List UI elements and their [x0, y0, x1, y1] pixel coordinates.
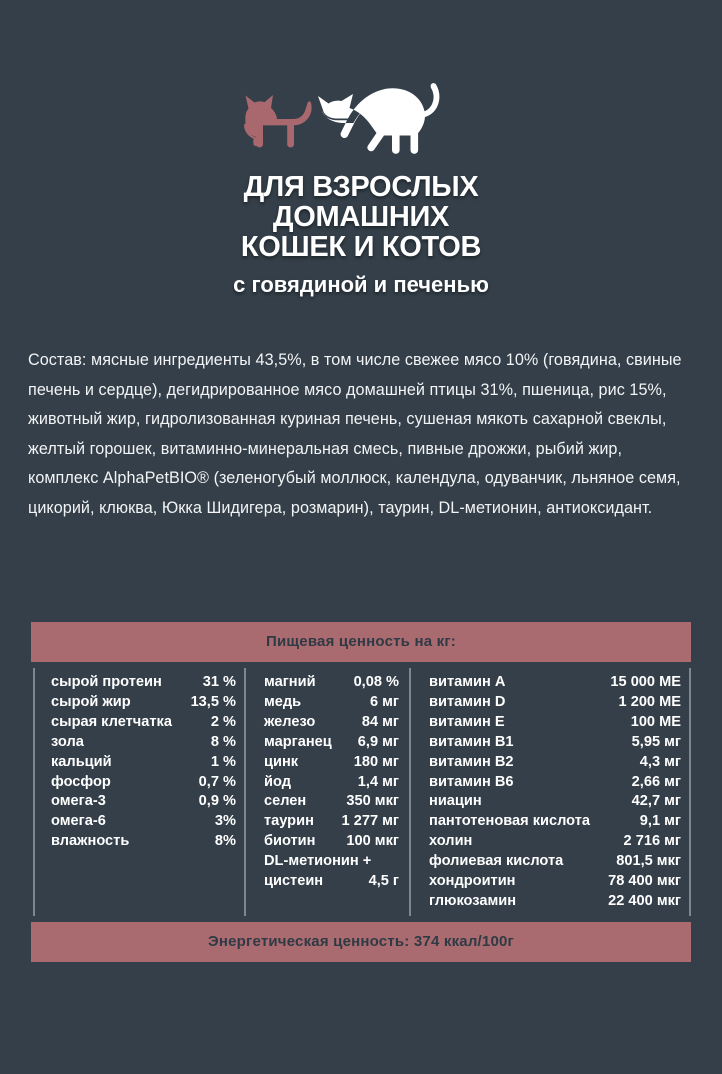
nutrient-value: 801,5 мкг: [616, 853, 681, 870]
nutrient-value: 13,5 %: [190, 693, 236, 710]
nutrient-value: 0,7 %: [198, 773, 236, 790]
nutrient-value: 180 мг: [353, 753, 399, 770]
nutrient-label: кальций: [51, 753, 112, 770]
nutrition-column-1: [31, 673, 244, 852]
nutrient-value: 8 %: [210, 733, 236, 750]
nutrient-value: 84 мг: [361, 713, 399, 730]
nutrient-label: омега-3: [51, 793, 106, 810]
table-divider-1: [244, 668, 246, 916]
nutrient-value: 22 400 мкг: [608, 892, 681, 909]
nutrition-row: [429, 792, 681, 812]
nutrition-panel: [31, 622, 691, 962]
nutrition-row: [429, 892, 681, 912]
nutrition-row: [429, 852, 681, 872]
nutrient-value: 31 %: [202, 674, 236, 690]
nutrient-label: холин: [429, 833, 473, 850]
nutrient-value: 1 277 мг: [341, 813, 399, 830]
nutrient-value: 8%: [214, 833, 236, 850]
title-line-1: ДЛЯ ВЗРОСЛЫХ: [243, 171, 479, 203]
nutrient-label: витамин A: [429, 674, 506, 690]
nutrition-row: [51, 792, 236, 812]
nutrition-row: [429, 673, 681, 693]
nutrition-row: [264, 693, 399, 713]
nutrient-value: 6 мг: [369, 693, 399, 710]
nutrition-row: [264, 733, 399, 753]
nutrient-value: 2,66 мг: [631, 773, 681, 790]
nutrient-label: витамин B1: [429, 733, 514, 750]
nutrient-label: фосфор: [51, 773, 111, 790]
nutrient-value: 100 МЕ: [630, 713, 681, 730]
nutrition-row: [264, 872, 399, 892]
nutrient-label: ниацин: [429, 793, 482, 810]
nutrient-label: пантотеновая кислота: [429, 813, 590, 830]
nutrient-label: витамин E: [429, 713, 505, 730]
cat-silhouette-icon: [314, 64, 454, 160]
nutrition-row: [429, 713, 681, 733]
nutrition-row: [429, 733, 681, 753]
nutrient-label: биотин: [264, 833, 316, 850]
nutrient-label: таурин: [264, 813, 314, 830]
nutrient-value: 6,9 мг: [357, 733, 399, 750]
nutrient-value: 4,3 мг: [639, 753, 681, 770]
nutrient-label: сырой протеин: [51, 674, 162, 690]
nutrient-value: 42,7 мг: [631, 793, 681, 810]
nutrient-label: витамин B2: [429, 753, 514, 770]
nutrition-column-2: [244, 673, 409, 892]
nutrition-row: [429, 872, 681, 892]
nutrient-value: 15 000 МЕ: [610, 674, 681, 690]
nutrient-value: 1 %: [210, 753, 236, 770]
nutrient-label: глюкозамин: [429, 892, 517, 909]
nutrient-value: 2 716 мг: [623, 833, 681, 850]
nutrition-row: [51, 832, 236, 852]
nutrition-row: [429, 832, 681, 852]
nutrition-row: [264, 832, 399, 852]
nutrient-label: влажность: [51, 833, 130, 850]
nutrition-header-bar: Пищевая ценность на кг:: [31, 622, 691, 662]
nutrient-label: марганец: [264, 733, 332, 750]
nutrient-label: витамин B6: [429, 773, 514, 790]
nutrient-label: омега-6: [51, 813, 106, 830]
nutrient-label: железо: [264, 713, 316, 730]
nutrient-value: 9,1 мг: [639, 813, 681, 830]
nutrient-value: 4,5 г: [368, 873, 399, 890]
nutrition-row: [429, 812, 681, 832]
page-subtitle: с говядиной и печенью: [233, 272, 489, 297]
nutrient-label: медь: [264, 693, 302, 710]
nutrition-row: [51, 733, 236, 753]
cat-illustration-group: [236, 58, 486, 158]
nutrition-row: [51, 773, 236, 793]
nutrition-row: [429, 773, 681, 793]
composition-text: Состав: мясные ингредиенты 43,5%, в том числе свежее мясо 10% (говядина, свиные печень и сердце), дегидрированное мясо домашней птицы 31%, пшеница, рис 15%, животный жир, гидролизованная куриная печень, сушеная мякоть сахарной свеклы, желтый горошек, витаминно-минеральная смесь, пивные дрожжи, рыбий жир, комплекс AlphaPetBIO® (зеленогубый моллюск, календула, одуванчик, льняное семя, цикорий, клюква, Юкка Шидигера, розмарин), таурин, DL-метионин, антиоксидант.: [28, 351, 682, 517]
nutrient-value: 1 200 МЕ: [618, 693, 681, 710]
nutrient-label: магний: [264, 674, 316, 690]
nutrition-row: [264, 852, 399, 872]
table-divider-2: [409, 668, 411, 916]
nutrient-label: цинк: [264, 753, 299, 770]
nutrient-value: 1,4 мг: [357, 773, 399, 790]
nutrient-label: цистеин: [264, 873, 324, 890]
table-divider-right: [689, 668, 691, 916]
nutrition-row: [264, 673, 399, 693]
hero-section: [0, 0, 722, 298]
nutrient-value: 3%: [214, 813, 236, 830]
nutrition-table: [31, 662, 691, 922]
nutrient-value: 350 мкг: [346, 793, 399, 810]
nutrition-row: [429, 693, 681, 713]
nutrient-value: 78 400 мкг: [608, 873, 681, 890]
nutrient-label: фолиевая кислота: [429, 853, 564, 870]
nutrition-column-3: [409, 673, 691, 912]
energy-value-bar: Энергетическая ценность: 374 ккал/100г: [31, 922, 691, 962]
title-line-2: ДОМАШНИХ: [272, 201, 450, 233]
nutrient-value: 2 %: [210, 713, 236, 730]
nutrition-row: [51, 753, 236, 773]
nutrient-value: 0,08 %: [353, 674, 399, 690]
nutrition-row: [264, 792, 399, 812]
nutrition-row: [264, 812, 399, 832]
nutrition-row: [429, 753, 681, 773]
nutrient-label: зола: [51, 733, 84, 750]
nutrition-row: [264, 713, 399, 733]
nutrition-row: [264, 773, 399, 793]
kitten-silhouette-icon: [236, 92, 316, 158]
nutrient-label: DL-метионин +: [264, 853, 372, 870]
nutrient-label: селен: [264, 793, 307, 810]
nutrient-label: сырая клетчатка: [51, 713, 172, 730]
nutrition-row: [264, 753, 399, 773]
nutrition-row: [51, 693, 236, 713]
nutrient-label: сырой жир: [51, 693, 131, 710]
nutrient-label: йод: [264, 773, 291, 790]
table-divider-left: [33, 668, 35, 916]
nutrient-value: 100 мкг: [346, 833, 399, 850]
nutrient-value: 0,9 %: [198, 793, 236, 810]
title-line-3: КОШЕК И КОТОВ: [240, 231, 482, 263]
nutrition-row: [51, 812, 236, 832]
nutrition-row: [51, 673, 236, 693]
nutrition-row: [51, 713, 236, 733]
nutrient-label: хондроитин: [429, 873, 516, 890]
nutrient-label: витамин D: [429, 693, 506, 710]
page-title: [0, 172, 722, 262]
nutrient-value: 5,95 мг: [631, 733, 681, 750]
